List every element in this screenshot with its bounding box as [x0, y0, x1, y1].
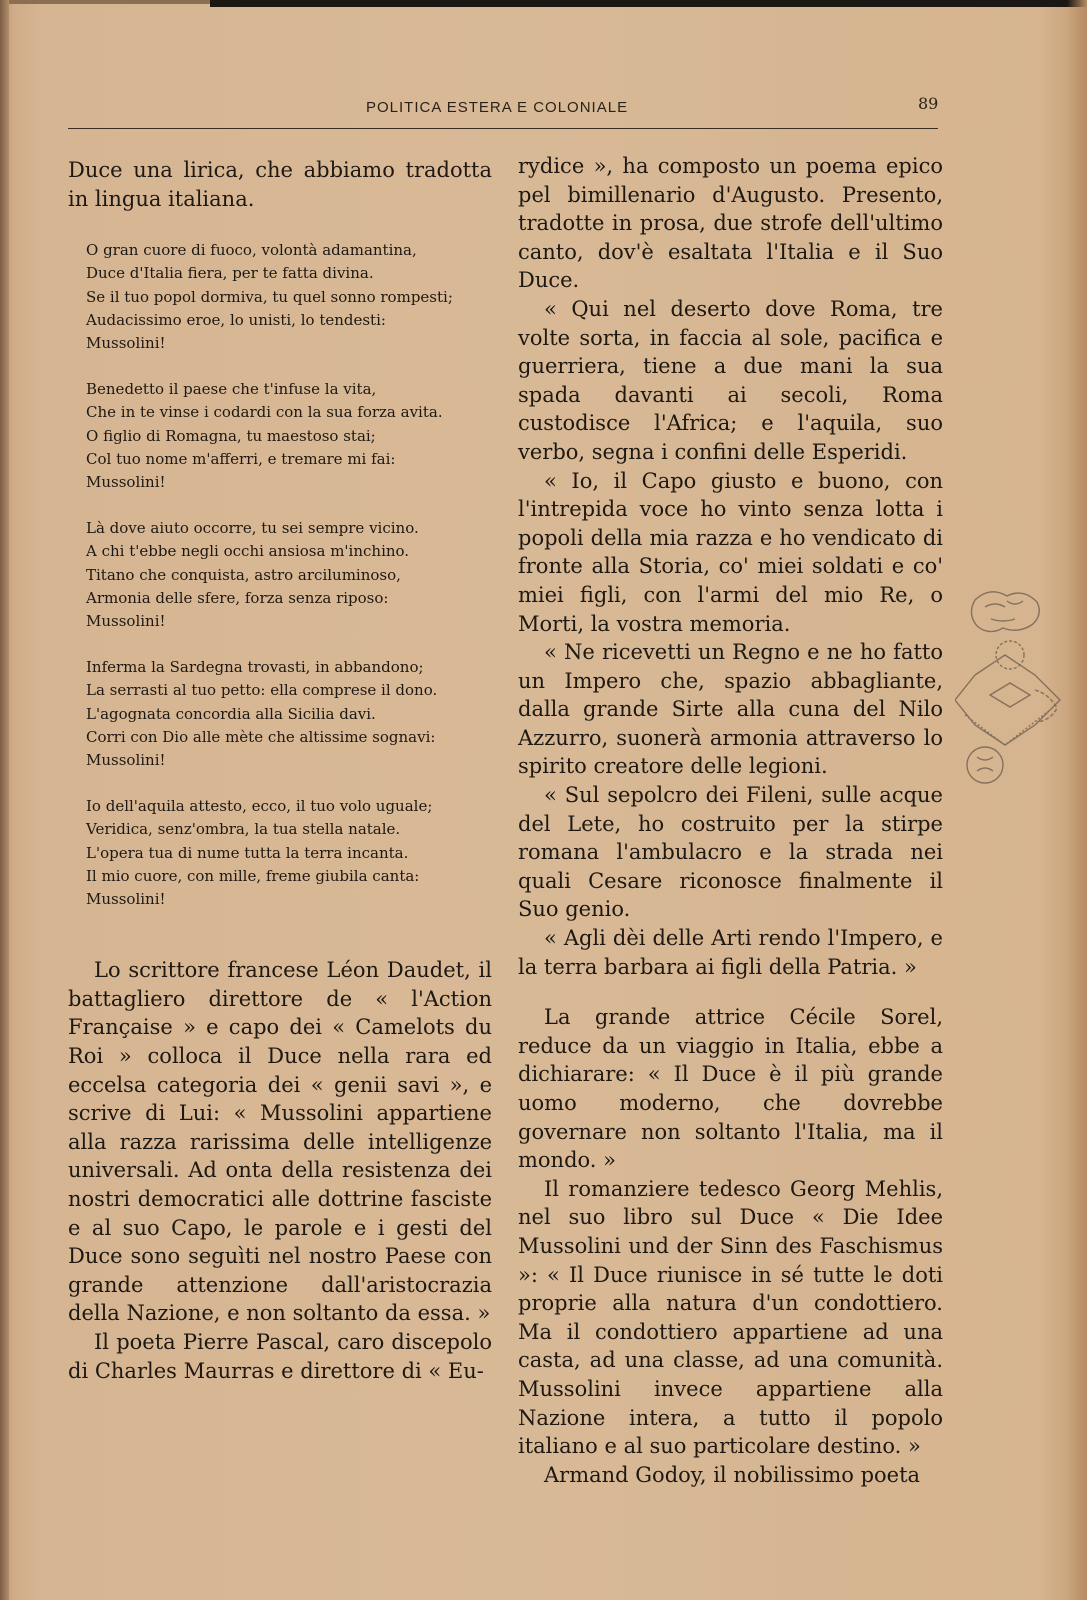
poem-stanza — [86, 378, 492, 494]
quote-paragraph: « Ne ricevetti un Regno e ne ho fatto un Impero che, spazio abbagliante, dalla grande Sirte alla cuna del Nilo Azzurro, suonerà armonia attraverso lo spirito creatore delle legioni. — [518, 640, 943, 779]
binding-edge — [0, 0, 9, 1600]
poem-refrain: Mussolini! — [86, 334, 166, 352]
quote-paragraph: « Agli dèi delle Arti rendo l'Impero, e la terra barbara ai figli della Patria. » — [518, 926, 943, 979]
poem-line: Armonia delle sfere, forza senza riposo: — [86, 588, 389, 607]
poem-line: Benedetto il paese che t'infuse la vita, — [86, 380, 377, 399]
poem-line: La serrasti al tuo petto: ella comprese il dono. — [86, 681, 438, 700]
right-column — [518, 152, 943, 1489]
poem-refrain: Mussolini! — [86, 890, 166, 909]
page-edge — [1067, 0, 1087, 1600]
paragraph-sorel: La grande attrice Cécile Sorel, reduce da un viaggio in Italia, ebbe a dichiarare: « Il Duce è il più grande uomo moderno, che dovrebbe governare non soltanto l'Italia, ma il mondo. » — [518, 1005, 943, 1173]
poem-line: Audacissimo eroe, lo unisti, lo tendesti: — [86, 310, 386, 329]
poem-stanza — [86, 517, 492, 633]
poem-line: Veridica, senz'ombra, la tua stella natale. — [86, 820, 401, 839]
poem-line: L'agognata concordia alla Sicilia davi. — [86, 704, 376, 723]
page-number: 89 — [918, 94, 939, 113]
poem-line: Duce d'Italia fiera, per te fatta divina. — [86, 264, 374, 283]
poem-line: Corri con Dio alle mète che altissime sognavi: — [86, 727, 436, 746]
poem-refrain: Mussolini! — [86, 751, 166, 770]
running-title: POLITICA ESTERA E COLONIALE — [366, 99, 629, 116]
poem-line: Il mio cuore, con mille, freme giubila canta: — [86, 866, 420, 885]
poem-line: Là dove aiuto occorre, tu sei sempre vicino. — [86, 519, 419, 538]
poem-refrain: Mussolini! — [86, 612, 166, 631]
top-edge-dark — [210, 0, 1087, 7]
poem-stanza — [86, 239, 492, 355]
poem-line: O figlio di Romagna, tu maestoso stai; — [86, 426, 376, 445]
paragraph-continued: rydice », ha composto un poema epico pel bimillenario d'Augusto. Presento, tradotte in prosa, due strofe dell'ultimo canto, dov'è esaltata l'Italia e il Suo Duce. — [518, 154, 943, 293]
poem-line: Se il tuo popol dormiva, tu quel sonno rompesti; — [86, 287, 453, 306]
poem-stanza — [86, 795, 492, 911]
top-edge-shadow — [0, 0, 210, 4]
poem-line: Titano che conquista, astro arciluminoso, — [86, 565, 401, 584]
quote-paragraph: « Sul sepolcro dei Fileni, sulle acque del Lete, ho costruito per la stirpe romana l'ambulacro e la strada nei quali Cesare riconosce finalmente il Suo genio. — [518, 783, 943, 922]
quote-paragraph: « Io, il Capo giusto e buono, con l'intrepida voce ho vinto senza lotta i popoli della mia razza e ho vendicato di fronte alla Storia, co' miei soldati e co' miei figli, con l'armi del mio Re, o Morti, la vostra memoria. — [518, 468, 943, 636]
poem-stanza — [86, 656, 492, 772]
paragraph-godoy: Armand Godoy, il nobilissimo poeta — [544, 1462, 921, 1487]
poem-line: L'opera tua di nume tutta la terra incanta. — [86, 843, 409, 862]
poem-line: Io dell'aquila attesto, ecco, il tuo volo uguale; — [86, 797, 433, 816]
poem-line: O gran cuore di fuoco, volontà adamantina, — [86, 241, 417, 260]
header-rule — [68, 128, 938, 129]
paragraph-daudet: Lo scrittore francese Léon Daudet, il battagliero direttore de « l'Action Française » e capo dei « Camelots du Roi » colloca il Duce nella rara ed eccelsa categoria dei « genii savi », e scrive di Lui: « Mussolini appartiene alla razza rarissima delle intelligenze universali. Ad onta della resistenza dei nostri democratici alle dottrine fasciste e al suo Capo, le parole e i gesti del Duce sono seguìti nel nostro Paese con grande attenzione dall'aristocrazia della Nazione, e non soltanto da essa. » — [68, 958, 492, 1326]
library-stamp-icon — [955, 585, 1065, 805]
paragraph-mehlis: Il romanziere tedesco Georg Mehlis, nel suo libro sul Duce « Die Idee Mussolini und der Sinn des Faschismus »: « Il Duce riunisce in sé tutte le doti proprie alla natura d'un condottiero. Ma il condottiero appartiene ad una casta, ad una classe, ad una comunità. Mussolini invece appartiene alla Nazione intera, a tutto il popolo italiano e al suo particolare destino. » — [518, 1176, 943, 1459]
paragraph-pascal: Il poeta Pierre Pascal, caro discepolo di Charles Maurras e direttore di « Eu- — [68, 1329, 492, 1383]
poem-line: Col tuo nome m'afferri, e tremare mi fai: — [86, 449, 396, 468]
quote-paragraph: « Qui nel deserto dove Roma, tre volte sorta, in faccia al sole, pacifica e guerriera, tiene a due mani la sua spada davanti ai secoli, Roma custodisce l'Africa; e l'aquila, suo verbo, segna i confini delle Esperidi. — [518, 296, 943, 464]
intro-paragraph: Duce una lirica, che abbiamo tradotta in lingua italiana. — [68, 158, 492, 211]
poem-line: Inferma la Sardegna trovasti, in abbandono; — [86, 658, 424, 677]
poem-line: Che in te vinse i codardi con la sua forza avita. — [86, 403, 443, 422]
poem — [86, 239, 492, 911]
left-column — [68, 156, 492, 1385]
poem-line: A chi t'ebbe negli occhi ansiosa m'inchino. — [86, 542, 410, 561]
poem-refrain: Mussolini! — [86, 473, 166, 492]
